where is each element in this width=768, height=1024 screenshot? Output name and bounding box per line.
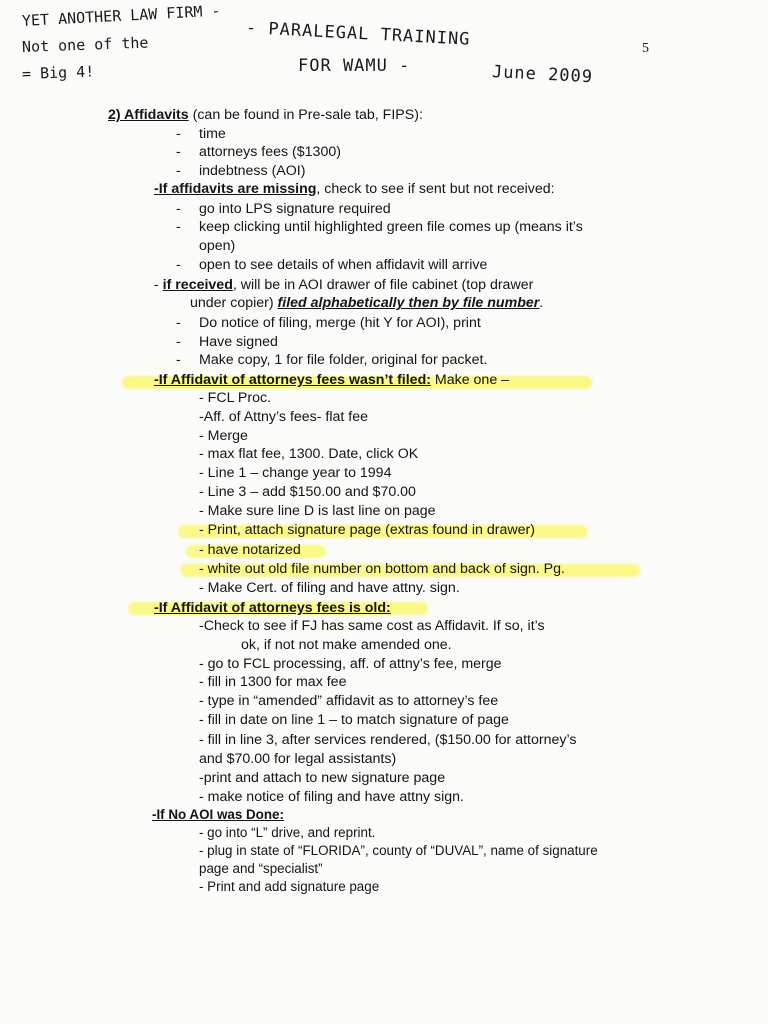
step: - make notice of filing and have attny sign. bbox=[199, 789, 464, 805]
step: - Line 1 – change year to 1994 bbox=[199, 465, 392, 481]
section-title: 2) Affidavits bbox=[108, 107, 189, 123]
bullet-dash: - bbox=[176, 201, 181, 217]
handwritten-title-line-3: June 2009 bbox=[491, 62, 594, 88]
received-heading bbox=[154, 276, 533, 294]
bullet-dash: - bbox=[176, 219, 181, 235]
step: -Aff. of Attny’s fees- flat fee bbox=[199, 409, 369, 425]
step: - Merge bbox=[199, 428, 248, 444]
list-item: Do notice of filing, merge (hit Y for AOI), print bbox=[199, 315, 481, 331]
page-number: 5 bbox=[642, 41, 649, 56]
bullet-dash: - bbox=[176, 334, 181, 350]
handwritten-note-line-3: = Big 4! bbox=[21, 62, 95, 83]
not-filed-heading bbox=[154, 371, 509, 389]
not-filed-heading-rest: Make one – bbox=[430, 372, 510, 388]
step: - have notarized bbox=[199, 542, 301, 558]
handwritten-title-line-2: FOR WAMU - bbox=[298, 56, 411, 76]
step: - fill in line 3, after services rendered, ($150.00 for attorney’s bbox=[199, 732, 577, 748]
bullet-dash: - bbox=[176, 163, 181, 179]
step: - fill in date on line 1 – to match signature of page bbox=[199, 712, 509, 728]
step: - go into “L” drive, and reprint. bbox=[199, 825, 376, 840]
step-continued: and $70.00 for legal assistants) bbox=[199, 751, 397, 767]
bullet-dash: - bbox=[176, 352, 181, 368]
step: - plug in state of “FLORIDA”, county of “DUVAL”, name of signature bbox=[199, 843, 598, 858]
step: -Check to see if FJ has same cost as Affidavit. If so, it’s bbox=[199, 618, 545, 634]
step: - white out old file number on bottom and back of sign. Pg. bbox=[199, 561, 565, 577]
bullet-dash: - bbox=[176, 257, 181, 273]
step: - Print, attach signature page (extras found in drawer) bbox=[199, 522, 535, 538]
missing-heading bbox=[154, 180, 555, 198]
step: - fill in 1300 for max fee bbox=[199, 674, 347, 690]
list-item: keep clicking until highlighted green file comes up (means it’s bbox=[199, 219, 583, 235]
received-rest: , will be in AOI drawer of file cabinet (top drawer bbox=[232, 277, 534, 293]
no-aoi-heading: -If No AOI was Done: bbox=[152, 807, 284, 822]
step: - type in “amended” affidavit as to attorney’s fee bbox=[199, 693, 499, 709]
old-heading: -If Affidavit of attorneys fees is old: bbox=[154, 600, 391, 616]
list-item: indebtness (AOI) bbox=[199, 163, 306, 179]
received-line-2-post: . bbox=[539, 295, 544, 311]
handwritten-note-line-2: Not one of the bbox=[21, 33, 149, 56]
received-keyword: if received bbox=[162, 277, 233, 293]
missing-heading-rest: , check to see if sent but not received: bbox=[316, 181, 555, 197]
section-note: (can be found in Pre-sale tab, FIPS): bbox=[188, 107, 423, 123]
list-item: Have signed bbox=[199, 334, 278, 350]
list-item: Make copy, 1 for file folder, original for packet. bbox=[199, 352, 488, 368]
received-line-2-pre: under copier) bbox=[190, 295, 278, 311]
step: - go to FCL processing, aff. of attny’s fee, merge bbox=[199, 656, 502, 672]
step: - Make sure line D is last line on page bbox=[199, 503, 436, 519]
list-item-continued: open) bbox=[199, 238, 236, 254]
handwritten-title-line-1: - PARALEGAL TRAINING bbox=[245, 18, 471, 50]
step: -print and attach to new signature page bbox=[199, 770, 446, 786]
list-item: go into LPS signature required bbox=[199, 201, 391, 217]
step: - Make Cert. of filing and have attny. sign. bbox=[199, 580, 460, 596]
step: - max flat fee, 1300. Date, click OK bbox=[199, 446, 419, 462]
handwritten-note-line-1: YET ANOTHER LAW FIRM - bbox=[21, 1, 221, 30]
received-prefix: - bbox=[154, 277, 163, 293]
received-emphasis: filed alphabetically then by file number bbox=[277, 295, 540, 311]
step-continued: page and “specialist” bbox=[199, 861, 323, 876]
bullet-dash: - bbox=[176, 144, 181, 160]
received-line-2 bbox=[190, 294, 543, 312]
step: - Print and add signature page bbox=[199, 879, 380, 894]
list-item: time bbox=[199, 126, 226, 142]
bullet-dash: - bbox=[176, 126, 181, 142]
not-filed-heading-label: -If Affidavit of attorneys fees wasn’t filed: bbox=[154, 372, 431, 388]
bullet-dash: - bbox=[176, 315, 181, 331]
section-heading bbox=[108, 106, 423, 124]
list-item: attorneys fees ($1300) bbox=[199, 144, 341, 160]
step-continued: ok, if not not make amended one. bbox=[241, 637, 452, 653]
step: - FCL Proc. bbox=[199, 390, 271, 406]
step: - Line 3 – add $150.00 and $70.00 bbox=[199, 484, 416, 500]
missing-heading-label: -If affidavits are missing bbox=[154, 181, 317, 197]
list-item: open to see details of when affidavit will arrive bbox=[199, 257, 488, 273]
